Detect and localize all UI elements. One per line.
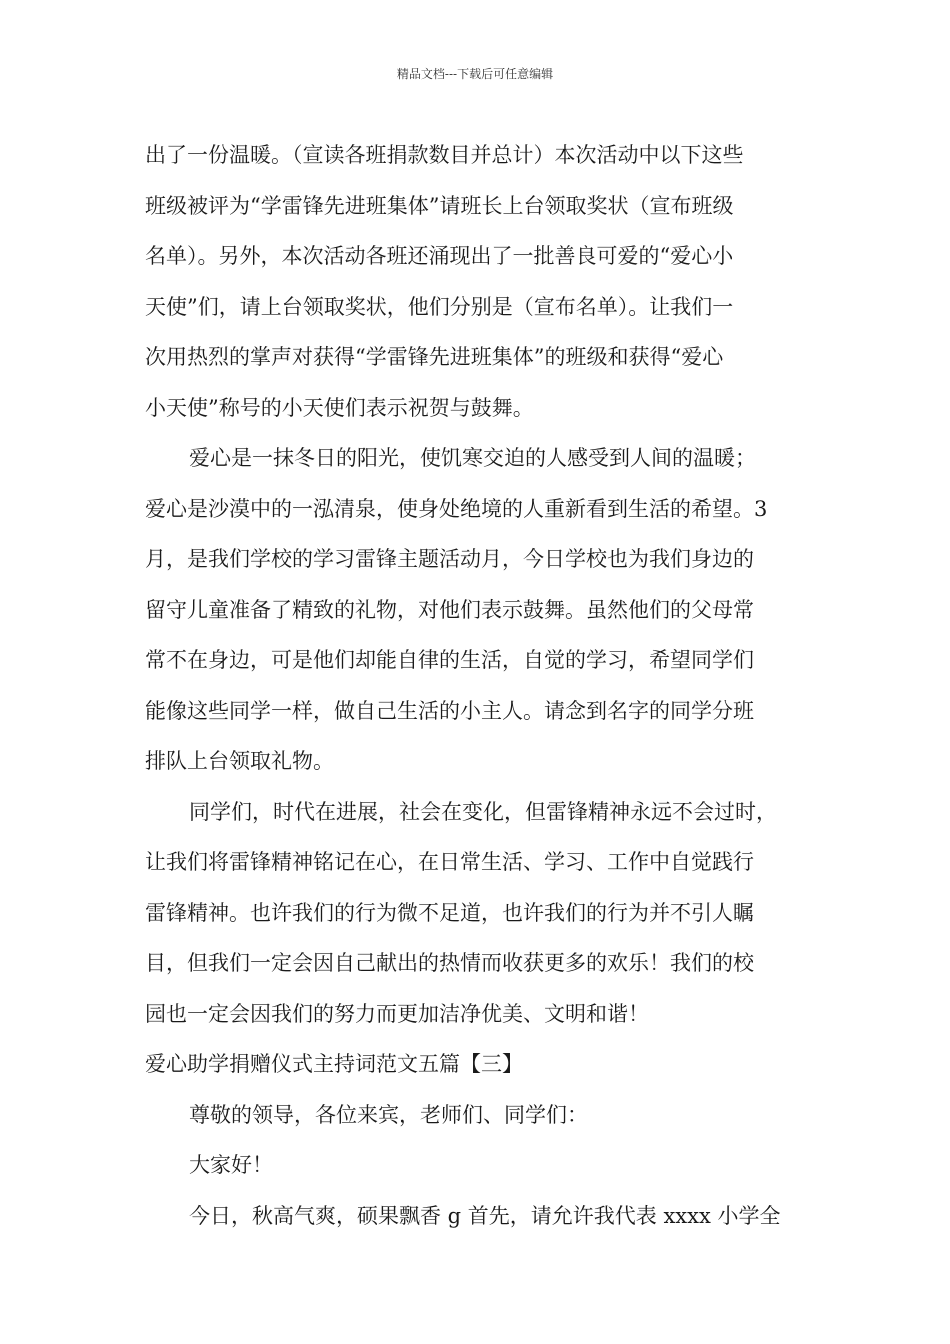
text-line: 出了一份温暖。（宣读各班捐款数目并总计）本次活动中以下这些 bbox=[145, 143, 744, 167]
text-line: 爱心是一抹冬日的阳光，使饥寒交迫的人感受到人间的温暖； bbox=[189, 446, 756, 470]
text-line: 名单）。另外，本次活动各班还涌现出了一批善良可爱的“爱心小 bbox=[145, 244, 734, 268]
text-line: 留守儿童准备了精致的礼物，对他们表示鼓舞。虽然他们的父母常 bbox=[145, 597, 754, 622]
text-line: 排队上台领取礼物。 bbox=[145, 749, 334, 773]
text-line: 尊敬的领导，各位来宾，老师们、同学们： bbox=[189, 1102, 588, 1127]
text-line: 今日，秋高气爽，硕果飘香 g 首先，请允许我代表 xxxx 小学全 bbox=[189, 1203, 781, 1228]
text-line: 爱心是沙漠中的一泓清泉，使身处绝境的人重新看到生活的希望。3 bbox=[145, 496, 768, 521]
text-line: 园也一定会因我们的努力而更加洁净优美、文明和谐！ bbox=[145, 1001, 649, 1026]
section-heading: 爱心助学捐赠仪式主持词范文五篇【三】 bbox=[145, 1052, 523, 1076]
text-line: 班级被评为“学雷锋先进班集体”请班长上台领取奖状（宣布班级 bbox=[145, 193, 734, 218]
text-line: 能像这些同学一样，做自己生活的小主人。请念到名字的同学分班 bbox=[145, 698, 754, 723]
text-line: 天使”们，请上台领取奖状，他们分别是（宣布名单）。让我们一 bbox=[145, 294, 734, 319]
text-line: 同学们，时代在进展，社会在变化，但雷锋精神永远不会过时， bbox=[189, 799, 777, 824]
text-line: 次用热烈的掌声对获得“学雷锋先进班集体”的班级和获得“爱心 bbox=[145, 345, 724, 369]
page-header: 精品文档---下载后可任意编辑 bbox=[396, 67, 554, 81]
text-line: 大家好！ bbox=[189, 1153, 273, 1177]
text-line: 让我们将雷锋精神铭记在心，在日常生活、学习、工作中自觉践行 bbox=[145, 850, 754, 874]
text-line: 常不在身边，可是他们却能自律的生活，自觉的学习，希望同学们 bbox=[145, 648, 754, 672]
text-line: 目，但我们一定会因自己献出的热情而收获更多的欢乐！我们的校 bbox=[145, 951, 754, 975]
document-body bbox=[145, 130, 810, 1241]
text-line: 雷锋精神。也许我们的行为微不足道，也许我们的行为并不引人瞩 bbox=[145, 900, 754, 925]
text-line: 月，是我们学校的学习雷锋主题活动月，今日学校也为我们身边的 bbox=[145, 547, 754, 571]
text-line: 小天使”称号的小天使们表示祝贺与鼓舞。 bbox=[145, 395, 534, 420]
